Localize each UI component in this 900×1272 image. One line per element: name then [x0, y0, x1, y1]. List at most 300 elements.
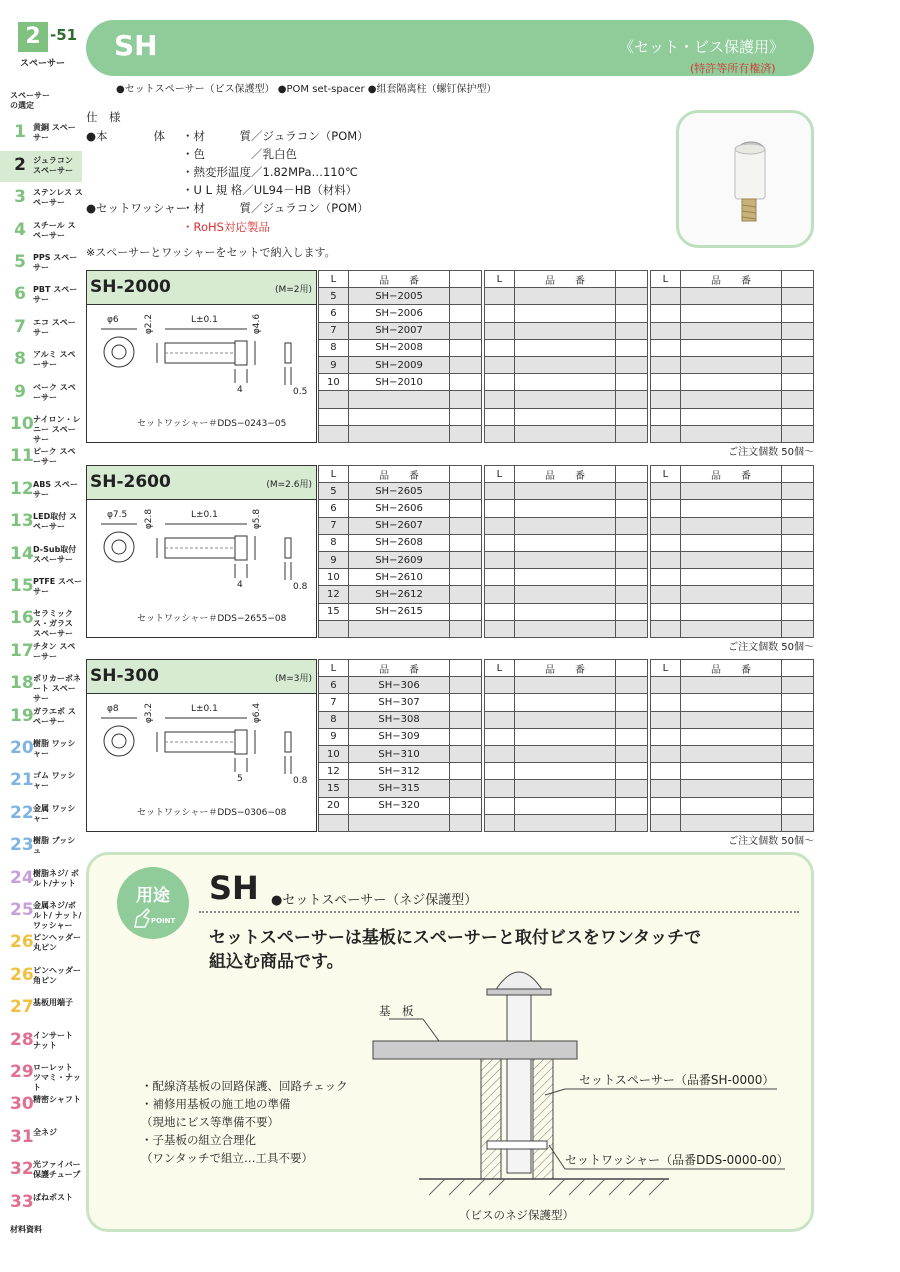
cell-part-number: SH−2609	[348, 551, 449, 568]
dim-length: L±0.1	[191, 510, 218, 520]
sidebar-item[interactable]	[0, 864, 82, 895]
chapter-number: 2	[18, 22, 48, 52]
cell-blank	[782, 814, 814, 831]
sidebar-item[interactable]	[0, 1123, 82, 1154]
cell-blank	[680, 694, 781, 711]
table-row	[651, 483, 814, 500]
cell-blank	[450, 586, 482, 603]
cell-blank	[485, 603, 515, 620]
cell-blank	[651, 356, 681, 373]
dim-length: L±0.1	[191, 315, 218, 325]
cell-blank	[651, 534, 681, 551]
cell-blank	[514, 569, 615, 586]
cell-blank	[651, 586, 681, 603]
sidebar-item[interactable]	[0, 151, 82, 182]
sidebar-item-number: 19	[10, 705, 34, 726]
sidebar-item-number: 8	[14, 349, 26, 370]
cell-blank	[651, 391, 681, 408]
sidebar-item[interactable]	[0, 1220, 82, 1251]
table-row	[319, 711, 482, 728]
sidebar-item[interactable]	[0, 345, 82, 376]
cell-part-number: SH−2010	[348, 374, 449, 391]
cell-blank	[450, 763, 482, 780]
col-header-blank	[616, 466, 648, 483]
sidebar-item[interactable]	[0, 734, 82, 765]
cell-blank	[616, 728, 648, 745]
cell-blank	[680, 603, 781, 620]
cell-blank	[450, 728, 482, 745]
sidebar-item-label: 樹脂 ワッシャー	[33, 739, 76, 758]
cell-blank	[450, 569, 482, 586]
sidebar-item-label: PPS スペーサー	[33, 253, 78, 272]
cell-blank	[680, 425, 781, 442]
col-header-blank	[782, 271, 814, 288]
sidebar-item[interactable]	[0, 280, 82, 311]
sidebar-item-number: 18	[10, 673, 34, 694]
cell-blank	[651, 620, 681, 637]
product-block	[86, 465, 317, 638]
cell-blank	[680, 288, 781, 305]
sidebar-item[interactable]	[0, 961, 82, 992]
cell-blank	[680, 728, 781, 745]
pointing-hand-icon	[131, 907, 153, 929]
cell-blank	[485, 797, 515, 814]
cell-blank	[680, 797, 781, 814]
table-row	[651, 534, 814, 551]
sidebar-item[interactable]	[0, 1090, 82, 1121]
patent-note: (特許等所有権済)	[690, 62, 776, 75]
page-number-box	[18, 22, 76, 74]
cell-blank	[782, 763, 814, 780]
sidebar-item-number: 4	[14, 219, 26, 240]
cell-length	[319, 814, 349, 831]
cell-blank	[782, 603, 814, 620]
cell-part-number: SH−312	[348, 763, 449, 780]
cell-blank	[616, 305, 648, 322]
sidebar-item[interactable]	[0, 313, 82, 344]
cell-blank	[616, 780, 648, 797]
sidebar-item[interactable]	[0, 1026, 82, 1057]
cell-blank	[680, 500, 781, 517]
table-row	[485, 780, 648, 797]
cell-blank	[450, 288, 482, 305]
cell-blank	[782, 500, 814, 517]
cell-blank	[514, 305, 615, 322]
sidebar-item[interactable]	[0, 831, 82, 862]
cell-part-number: SH−2006	[348, 305, 449, 322]
cell-blank	[514, 603, 615, 620]
cell-blank	[514, 551, 615, 568]
table-row	[651, 694, 814, 711]
cell-blank	[485, 356, 515, 373]
sidebar-item-number: 16	[10, 608, 34, 629]
cell-blank	[651, 814, 681, 831]
product-block	[86, 659, 317, 832]
sidebar-item-label: 金属ネジ/ボルト/ ナット/ワッシャー	[33, 901, 82, 930]
cell-blank	[651, 569, 681, 586]
col-header-blank	[616, 660, 648, 677]
cell-blank	[485, 728, 515, 745]
cell-part-number: SH−2008	[348, 339, 449, 356]
usage-bullet: （ワンタッチで組立…工具不要）	[141, 1151, 314, 1165]
cell-blank	[616, 551, 648, 568]
table-row	[319, 814, 482, 831]
cell-part-number: SH−308	[348, 711, 449, 728]
sidebar-item-label: 光ファイバー 保護チューブ	[33, 1160, 81, 1180]
sidebar-item-label: 精密シャフト	[33, 1095, 81, 1105]
col-header-part-number: 品 番	[514, 271, 615, 288]
sidebar-item-label: 樹脂 ブッシュ	[33, 836, 76, 856]
sidebar-item-number: 29	[10, 1062, 34, 1082]
cell-blank	[680, 517, 781, 534]
sidebar-item-label: ゴム ワッシャー	[33, 771, 76, 791]
cell-blank	[450, 814, 482, 831]
cell-blank	[514, 677, 615, 694]
sidebar-item-number: 31	[10, 1126, 34, 1147]
cell-length: 15	[319, 603, 349, 620]
point-badge	[117, 867, 189, 939]
cell-blank	[485, 517, 515, 534]
dimension-drawing	[87, 694, 316, 808]
col-header-part-number: 品 番	[514, 660, 615, 677]
cell-blank	[514, 408, 615, 425]
sidebar-item-label: ローレット ツマミ・ナット	[33, 1063, 81, 1092]
col-header-l: L	[485, 271, 515, 288]
cell-blank	[485, 586, 515, 603]
cell-blank	[485, 814, 515, 831]
table-row	[319, 620, 482, 637]
table-row	[485, 569, 648, 586]
sidebar-item[interactable]	[0, 896, 82, 930]
spec-value: ・熱変形温度／1.82MPa…110℃	[182, 165, 358, 179]
sidebar-item-label: アルミ スペーサー	[33, 350, 76, 370]
cell-length: 10	[319, 745, 349, 762]
cell-blank	[782, 356, 814, 373]
table-row	[651, 569, 814, 586]
sidebar-item-number: 13	[10, 511, 34, 532]
sidebar-item[interactable]	[0, 993, 82, 1024]
table-row	[319, 586, 482, 603]
cell-blank	[514, 425, 615, 442]
sidebar-item[interactable]	[0, 702, 82, 733]
table-row	[651, 677, 814, 694]
cell-blank	[651, 677, 681, 694]
cell-blank	[616, 534, 648, 551]
cell-blank	[782, 322, 814, 339]
dim-length: L±0.1	[191, 704, 218, 714]
table-row	[319, 797, 482, 814]
label-spacer: セットスペーサー（品番SH-0000）	[579, 1073, 775, 1087]
sidebar-item-number: 26	[10, 964, 34, 985]
cell-blank	[485, 534, 515, 551]
cell-blank	[485, 408, 515, 425]
col-header-l: L	[319, 271, 349, 288]
sidebar-item-label: 金属 ワッシャー	[33, 803, 76, 823]
sidebar-item[interactable]	[0, 928, 82, 959]
cell-blank	[514, 745, 615, 762]
product-screw-size: (M=3用)	[274, 674, 312, 684]
col-header-blank	[450, 271, 482, 288]
sidebar-item[interactable]	[0, 1188, 82, 1219]
table-row	[651, 339, 814, 356]
sidebar-item-number: 27	[10, 997, 34, 1018]
sidebar-item-label: スチール スペーサー	[33, 220, 76, 240]
table-row	[485, 500, 648, 517]
set-washer-part: セットワッシャー＃DDS−0306−08	[137, 808, 287, 818]
part-number-table	[318, 465, 482, 638]
usage-bullet: ・配線済基板の回路保護、回路チェック	[141, 1079, 348, 1093]
sidebar-item-number: 9	[14, 381, 26, 402]
cell-blank	[485, 483, 515, 500]
cell-length: 5	[319, 288, 349, 305]
dim-washer-thickness: 0.5	[293, 387, 308, 397]
dim-head-height: 4	[237, 385, 243, 395]
table-row	[485, 517, 648, 534]
table-row	[651, 763, 814, 780]
cell-blank	[782, 728, 814, 745]
sidebar-item-label: ABS スペーサー	[33, 479, 78, 499]
usage-point-box	[86, 852, 814, 1232]
cell-blank	[680, 408, 781, 425]
col-header-l: L	[319, 466, 349, 483]
table-row	[651, 711, 814, 728]
sidebar-item[interactable]	[0, 86, 82, 117]
cell-part-number: SH−2608	[348, 534, 449, 551]
table-row	[651, 322, 814, 339]
table-row	[485, 728, 648, 745]
cell-blank	[782, 551, 814, 568]
part-number-table	[484, 270, 648, 443]
usage-bullets	[141, 1077, 348, 1167]
table-row	[651, 797, 814, 814]
cell-blank	[651, 551, 681, 568]
part-number-table	[484, 465, 648, 638]
cell-length: 8	[319, 711, 349, 728]
sidebar-item[interactable]	[0, 475, 82, 506]
product-header	[87, 660, 316, 694]
table-row	[651, 586, 814, 603]
table-row	[485, 620, 648, 637]
sidebar-item[interactable]	[0, 540, 82, 571]
table-row	[485, 408, 648, 425]
sidebar-item-number: 11	[10, 446, 34, 467]
cell-blank	[616, 586, 648, 603]
cell-blank	[680, 763, 781, 780]
sidebar-item[interactable]	[0, 604, 82, 639]
cell-blank	[782, 586, 814, 603]
sidebar-item[interactable]	[0, 1058, 82, 1092]
cell-length	[319, 391, 349, 408]
cell-blank	[616, 694, 648, 711]
sidebar-item-number: 32	[10, 1159, 34, 1180]
table-row	[319, 534, 482, 551]
table-row	[319, 305, 482, 322]
min-order-note: ご注文個数 50個〜	[728, 836, 814, 847]
cell-blank	[485, 763, 515, 780]
table-row	[319, 780, 482, 797]
dim-head-diameter: φ4.6	[252, 313, 263, 335]
set-note: ※スペーサーとワッシャーをセットで納入します。	[86, 246, 336, 259]
sidebar-item[interactable]	[0, 1155, 82, 1186]
spec-group: ●セットワッシャー	[86, 201, 188, 215]
dim-washer-thickness: 0.8	[293, 776, 308, 786]
cell-blank	[616, 677, 648, 694]
cell-blank	[485, 551, 515, 568]
sidebar-item[interactable]	[0, 766, 82, 797]
cell-blank	[616, 356, 648, 373]
cell-blank	[782, 620, 814, 637]
table-row	[319, 391, 482, 408]
cell-blank	[616, 408, 648, 425]
table-row	[651, 288, 814, 305]
sidebar-item[interactable]	[0, 118, 82, 149]
col-header-blank	[616, 271, 648, 288]
cell-blank	[782, 677, 814, 694]
cell-blank	[485, 569, 515, 586]
cell-blank	[651, 745, 681, 762]
sidebar-item-label: 材料資料	[10, 1225, 42, 1234]
cell-blank	[514, 534, 615, 551]
sidebar-item[interactable]	[0, 572, 82, 603]
cell-blank	[651, 694, 681, 711]
table-row	[485, 374, 648, 391]
cell-blank	[514, 797, 615, 814]
cell-length: 12	[319, 763, 349, 780]
col-header-blank	[782, 466, 814, 483]
table-row	[651, 620, 814, 637]
cell-blank	[450, 797, 482, 814]
cell-blank	[651, 603, 681, 620]
cell-blank	[514, 288, 615, 305]
table-row	[319, 763, 482, 780]
cell-blank	[680, 534, 781, 551]
cell-blank	[514, 620, 615, 637]
set-washer-part: セットワッシャー＃DDS−2655−08	[137, 614, 287, 624]
cell-blank	[782, 408, 814, 425]
sidebar-item-label: ジュラコン スペーサー	[33, 155, 73, 175]
title-subtitle: 《セット・ビス保護用》	[618, 38, 784, 56]
cell-blank	[616, 763, 648, 780]
table-row	[651, 780, 814, 797]
cell-blank	[782, 483, 814, 500]
table-row	[485, 603, 648, 620]
cell-blank	[514, 780, 615, 797]
cell-blank	[616, 569, 648, 586]
cell-blank	[782, 745, 814, 762]
col-header-part-number: 品 番	[680, 271, 781, 288]
cell-blank	[651, 797, 681, 814]
sidebar-item[interactable]	[0, 507, 82, 538]
cell-blank	[514, 339, 615, 356]
point-subtitle: ●セットスペーサー（ネジ保護型）	[271, 893, 478, 908]
cell-blank	[680, 339, 781, 356]
cell-blank	[782, 534, 814, 551]
sidebar-item-label: LED取付 スペーサー	[33, 512, 77, 532]
cell-blank	[485, 745, 515, 762]
table-row	[485, 694, 648, 711]
sidebar-item[interactable]	[0, 637, 82, 668]
col-header-part-number: 品 番	[680, 660, 781, 677]
cell-blank	[450, 339, 482, 356]
table-row	[319, 728, 482, 745]
sidebar-item-label: セラミックス・ガラス スペーサー	[33, 609, 73, 639]
cell-part-number: SH−307	[348, 694, 449, 711]
cell-blank	[680, 814, 781, 831]
cell-blank	[485, 288, 515, 305]
product-description: ●セットスペーサー（ビス保護型） ●POM set-spacer ●组套隔离柱（螺钉保护型）	[116, 84, 497, 95]
cell-length: 6	[319, 305, 349, 322]
table-row	[319, 500, 482, 517]
dim-outer-diameter: φ8	[107, 704, 119, 714]
cell-blank	[651, 500, 681, 517]
sidebar-item[interactable]	[0, 410, 82, 444]
cell-part-number: SH−2610	[348, 569, 449, 586]
sidebar-item[interactable]	[0, 799, 82, 830]
product-screw-size: (M=2.6用)	[266, 480, 312, 490]
cell-blank	[782, 339, 814, 356]
sidebar-item[interactable]	[0, 378, 82, 409]
cell-blank	[485, 711, 515, 728]
sidebar-item-number: 5	[14, 252, 26, 272]
cell-blank	[514, 500, 615, 517]
table-row	[485, 339, 648, 356]
cell-part-number	[348, 391, 449, 408]
cell-blank	[616, 603, 648, 620]
sidebar-item[interactable]	[0, 669, 82, 704]
table-row	[319, 322, 482, 339]
cell-blank	[651, 517, 681, 534]
col-header-blank	[450, 660, 482, 677]
spec-value: ・U L 規 格／UL94－HB（材料）	[182, 183, 358, 197]
cell-blank	[450, 483, 482, 500]
cell-length: 8	[319, 534, 349, 551]
cell-part-number	[348, 425, 449, 442]
sidebar-item-label: ベーク スペーサー	[33, 382, 76, 402]
table-row	[651, 408, 814, 425]
usage-bullet: ・補修用基板の施工地の準備	[141, 1097, 291, 1111]
sidebar-item-label: ステンレス スペーサー	[33, 188, 83, 208]
cell-blank	[680, 677, 781, 694]
cell-length: 9	[319, 551, 349, 568]
dim-washer-thickness: 0.8	[293, 582, 308, 592]
cell-blank	[485, 780, 515, 797]
sidebar-item-number: 2	[14, 154, 26, 175]
cell-blank	[485, 339, 515, 356]
sidebar-item-number: 23	[10, 835, 34, 856]
cell-part-number: SH−2606	[348, 500, 449, 517]
cell-blank	[782, 288, 814, 305]
cell-blank	[616, 483, 648, 500]
col-header-blank	[782, 660, 814, 677]
cell-part-number	[348, 620, 449, 637]
cell-blank	[680, 569, 781, 586]
table-row	[485, 483, 648, 500]
cell-length: 8	[319, 339, 349, 356]
cell-blank	[450, 500, 482, 517]
sidebar-item[interactable]	[0, 216, 82, 247]
sidebar-item-number: 1	[14, 122, 26, 143]
col-header-part-number: 品 番	[348, 660, 449, 677]
table-row	[485, 711, 648, 728]
sidebar-item[interactable]	[0, 183, 82, 214]
sidebar-item[interactable]	[0, 442, 82, 473]
sidebar-item-number: 30	[10, 1094, 34, 1115]
cell-blank	[450, 780, 482, 797]
sidebar-item-number: 28	[10, 1029, 34, 1050]
table-row	[651, 814, 814, 831]
sidebar-item-label: 基板用端子	[33, 998, 73, 1008]
sidebar-item[interactable]	[0, 248, 82, 279]
